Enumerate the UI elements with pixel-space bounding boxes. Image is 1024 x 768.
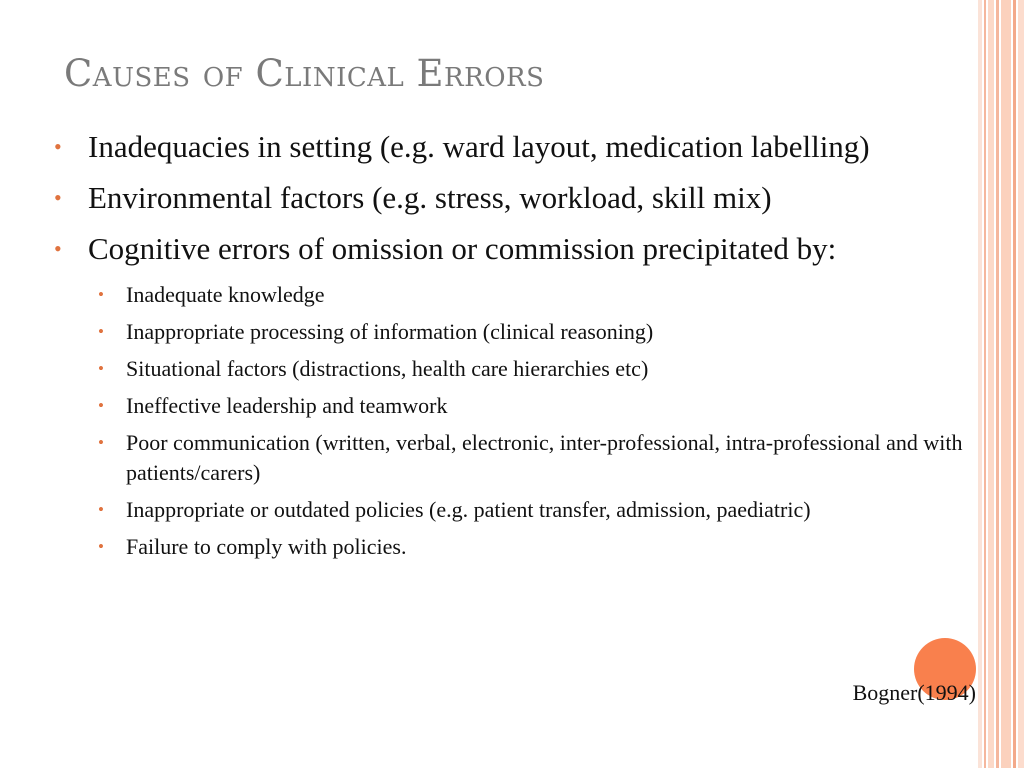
bullet-item <box>54 127 974 166</box>
decorative-stripe <box>1001 0 1011 768</box>
sub-bullet-text: Failure to comply with policies. <box>126 534 407 559</box>
sub-bullet-icon: • <box>98 537 104 556</box>
bullet-icon: • <box>54 185 62 210</box>
sub-bullet-item <box>54 495 974 525</box>
sub-bullet-item <box>54 532 974 562</box>
decorative-stripe <box>996 0 999 768</box>
sub-bullet-icon: • <box>98 359 104 378</box>
sub-bullet-text: Inappropriate processing of information (clinical reasoning) <box>126 319 654 344</box>
sub-bullet-item <box>54 391 974 421</box>
sub-bullet-item <box>54 280 974 310</box>
sub-bullet-text: Ineffective leadership and teamwork <box>126 393 448 418</box>
slide-title: Causes of Clinical Errors <box>64 52 545 95</box>
sub-bullet-icon: • <box>98 500 104 519</box>
sub-bullet-item <box>54 428 974 488</box>
decorative-stripe <box>984 0 986 768</box>
decorative-stripe <box>978 0 982 768</box>
slide-content <box>54 127 974 569</box>
bullet-icon: • <box>54 236 62 261</box>
bullet-item <box>54 229 974 268</box>
citation: Bogner(1994) <box>852 680 976 705</box>
bullet-text: Cognitive errors of omission or commission precipitated by: <box>88 231 837 266</box>
sub-bullet-icon: • <box>98 322 104 341</box>
decorative-stripe <box>988 0 994 768</box>
sub-bullet-text: Inappropriate or outdated policies (e.g. patient transfer, admission, paediatric) <box>126 497 811 522</box>
sub-bullet-item <box>54 354 974 384</box>
sub-bullet-icon: • <box>98 285 104 304</box>
sub-bullet-icon: • <box>98 396 104 415</box>
sub-bullet-text: Situational factors (distractions, health care hierarchies etc) <box>126 356 649 381</box>
sub-bullet-item <box>54 317 974 347</box>
sub-bullet-icon: • <box>98 433 104 452</box>
decorative-stripe <box>1018 0 1024 768</box>
bullet-list <box>54 127 974 268</box>
bullet-text: Environmental factors (e.g. stress, workload, skill mix) <box>88 180 772 215</box>
sub-bullet-text: Poor communication (written, verbal, electronic, inter-professional, intra-professional and with patients/carers) <box>126 430 963 485</box>
bullet-text: Inadequacies in setting (e.g. ward layout, medication labelling) <box>88 129 870 164</box>
decorative-stripe <box>1013 0 1016 768</box>
bullet-icon: • <box>54 134 62 159</box>
sub-bullet-list <box>54 280 974 562</box>
sub-bullet-text: Inadequate knowledge <box>126 282 325 307</box>
bullet-item <box>54 178 974 217</box>
